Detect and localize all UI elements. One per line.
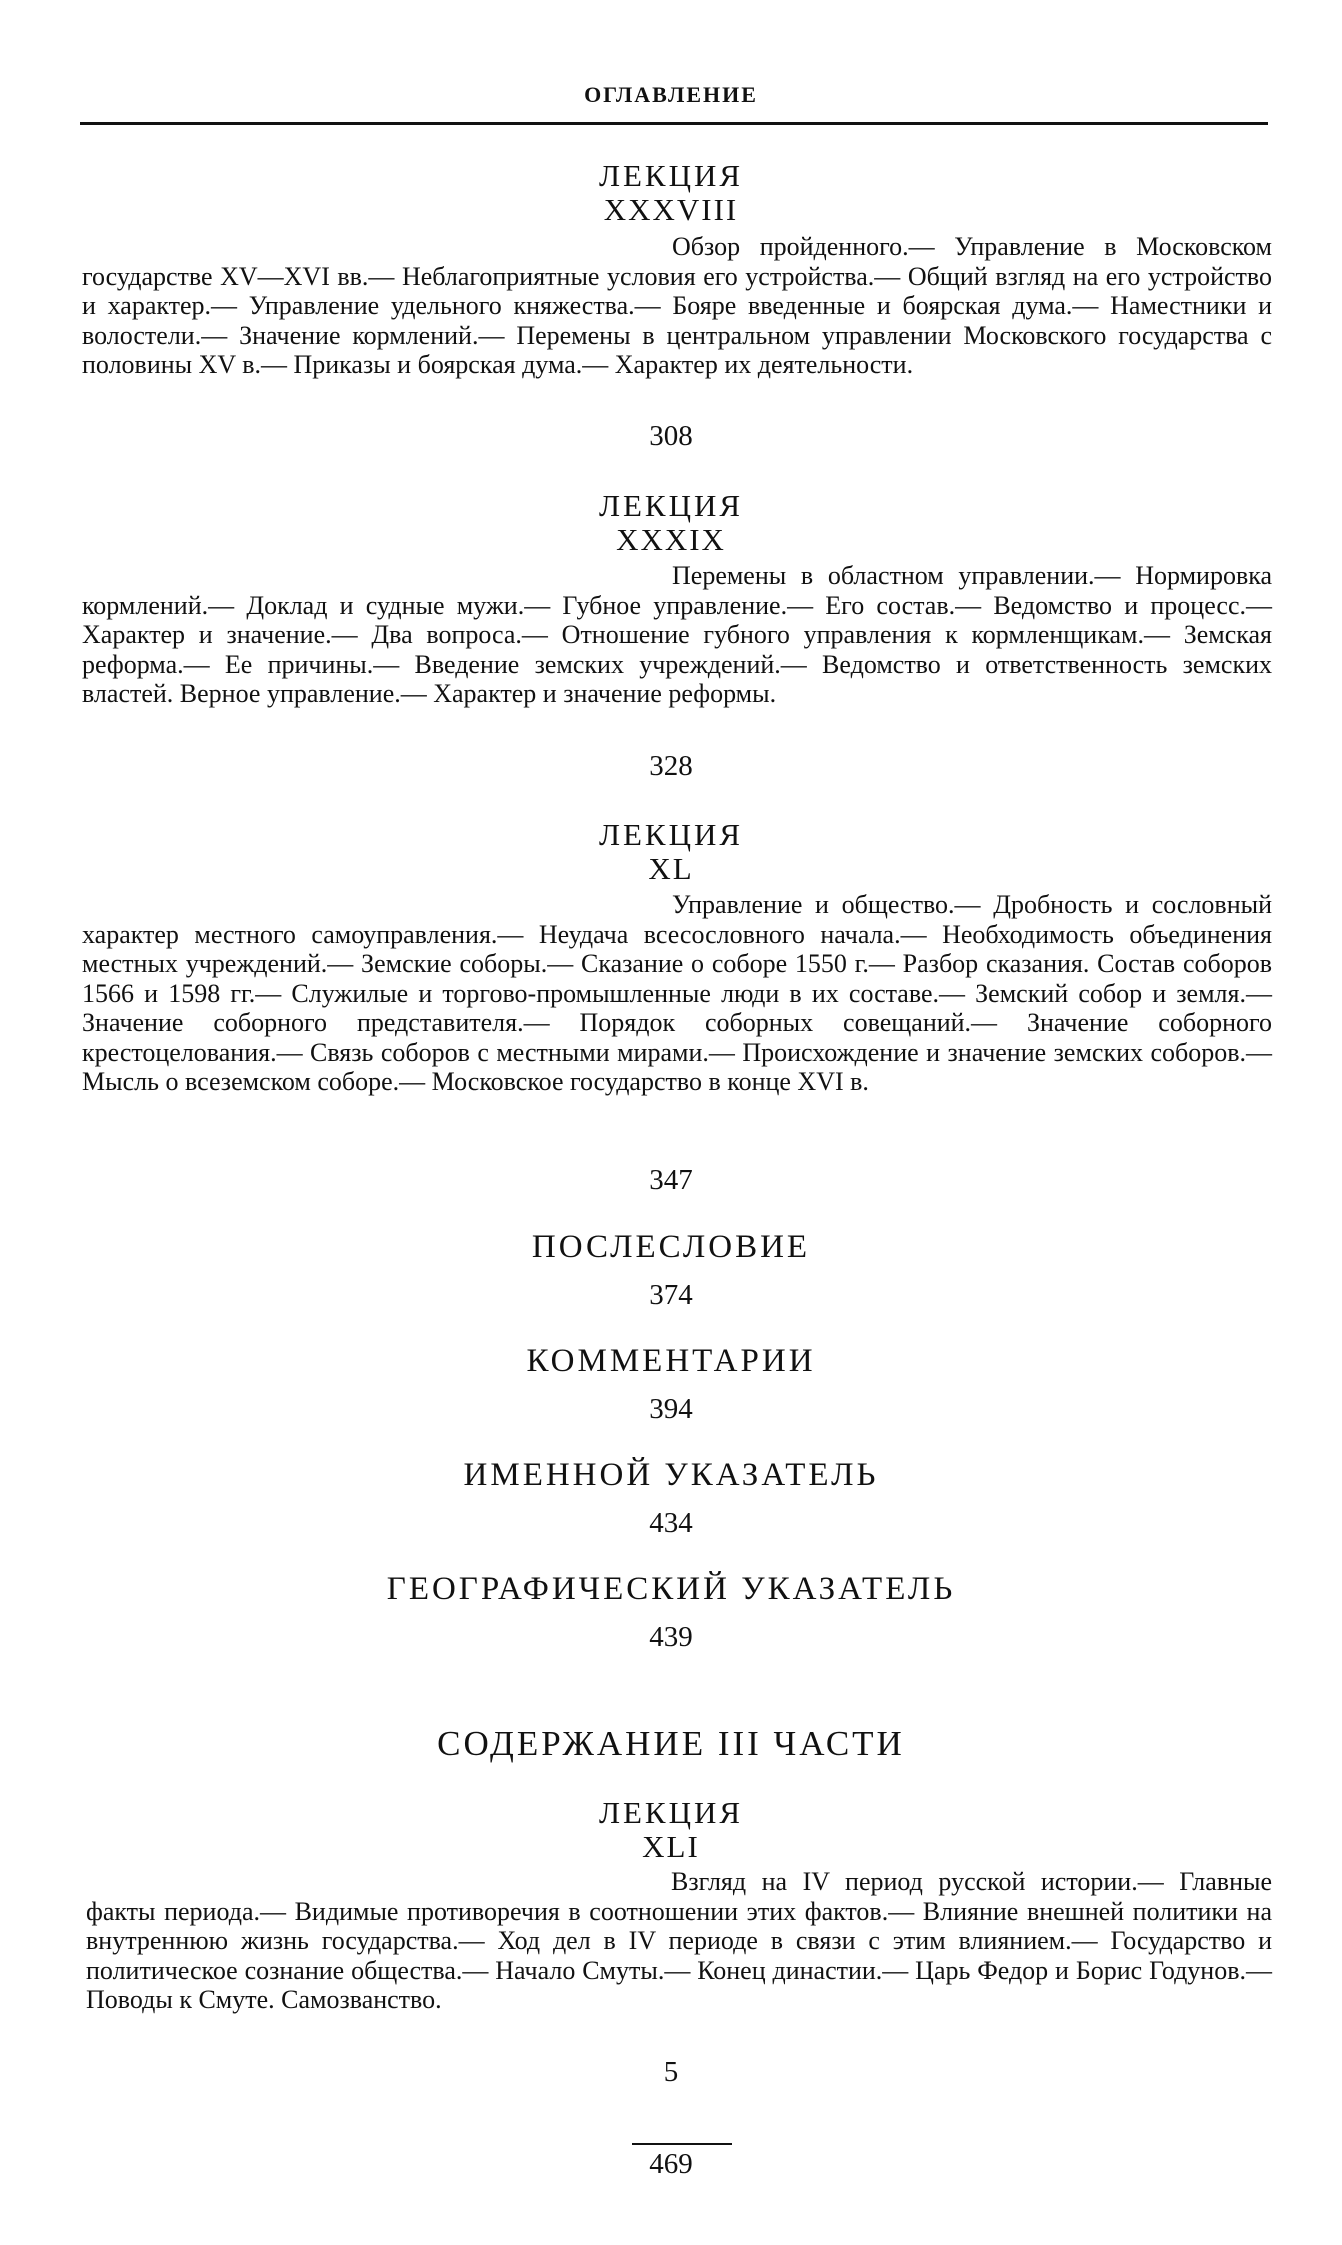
lecture-label: ЛЕКЦИЯ: [598, 158, 744, 193]
lecture-summary: Управление и общество.— Дробность и сословный характер местного самоуправления.— Неудача всесословного начала.— Необходимость объединения местных учреждений.— Земские соборы.— Сказание о соборе 1550 г.— Разбор сказания. Состав соборов 1566 и 1598 гг.— Служилые и торгово-промышленные люди в их составе.— Земский собор и земля.— Значение соборного представителя.— Порядок соборных совещаний.— Значение соборного крестоцелования.— Связь соборов с местными мирами.— Происхождение и значение земских соборов.— Мысль о всеземском соборе.— Московское государство в конце XVI в.: [82, 890, 1272, 1096]
part-heading: СОДЕРЖАНИЕ III ЧАСТИ: [437, 1724, 905, 1763]
page-number: 434: [649, 1507, 693, 1539]
footer-rule: [632, 2143, 732, 2145]
page-number: 439: [649, 1621, 693, 1653]
lecture-label: ЛЕКЦИЯ: [598, 488, 744, 523]
lecture-summary: Взгляд на IV период русской истории.— Главные факты периода.— Видимые противоречия в соотношении этих фактов.— Влияние внешней политики на внутреннюю жизнь государства.— Ход дел в IV периоде в связи с этим влиянием.— Государство и политическое сознание общества.— Начало Смуты.— Конец династии.— Царь Федор и Борис Годунов.— Поводы к Смуте. Самозванство.: [86, 1867, 1272, 2014]
section-title: КОММЕНТАРИИ: [526, 1343, 816, 1379]
page-number: 347: [649, 1164, 693, 1196]
page-number: 5: [663, 2056, 679, 2088]
page-number: 374: [649, 1279, 693, 1311]
lecture-label: ЛЕКЦИЯ: [598, 1795, 744, 1830]
section-title: ПОСЛЕСЛОВИЕ: [531, 1229, 811, 1265]
running-head: ОГЛАВЛЕНИЕ: [584, 82, 758, 107]
header-rule: [80, 122, 1268, 125]
lecture-summary: Перемены в областном управлении.— Нормировка кормлений.— Доклад и судные мужи.— Губное управление.— Его состав.— Ведомство и процесс.— Характер и значение.— Два вопроса.— Отношение губного управления к кормленщикам.— Земская реформа.— Ее причины.— Введение земских учреждений.— Ведомство и ответственность земских властей. Верное управление.— Характер и значение реформы.: [82, 561, 1272, 708]
lecture-summary: Обзор пройденного.— Управление в Московском государстве XV—XVI вв.— Неблагоприятные условия его устройства.— Общий взгляд на его устройство и характер.— Управление удельного княжества.— Бояре введенные и боярская дума.— Наместники и волостели.— Значение кормлений.— Перемены в центральном управлении Московского государства с половины XV в.— Приказы и боярская дума.— Характер их деятельности.: [82, 232, 1272, 379]
page-number: 328: [649, 750, 693, 782]
folio-number: 469: [649, 2148, 693, 2180]
section-title: ГЕОГРАФИЧЕСКИЙ УКАЗАТЕЛЬ: [386, 1571, 956, 1607]
lecture-number: XXXIX: [616, 522, 726, 557]
lecture-number: XL: [648, 851, 694, 886]
lecture-number: XXXVIII: [603, 192, 739, 227]
lecture-label: ЛЕКЦИЯ: [598, 817, 744, 852]
page-number: 394: [649, 1393, 693, 1425]
page-number: 308: [649, 420, 693, 452]
lecture-number: XLI: [642, 1829, 700, 1864]
section-title: ИМЕННОЙ УКАЗАТЕЛЬ: [463, 1457, 879, 1493]
